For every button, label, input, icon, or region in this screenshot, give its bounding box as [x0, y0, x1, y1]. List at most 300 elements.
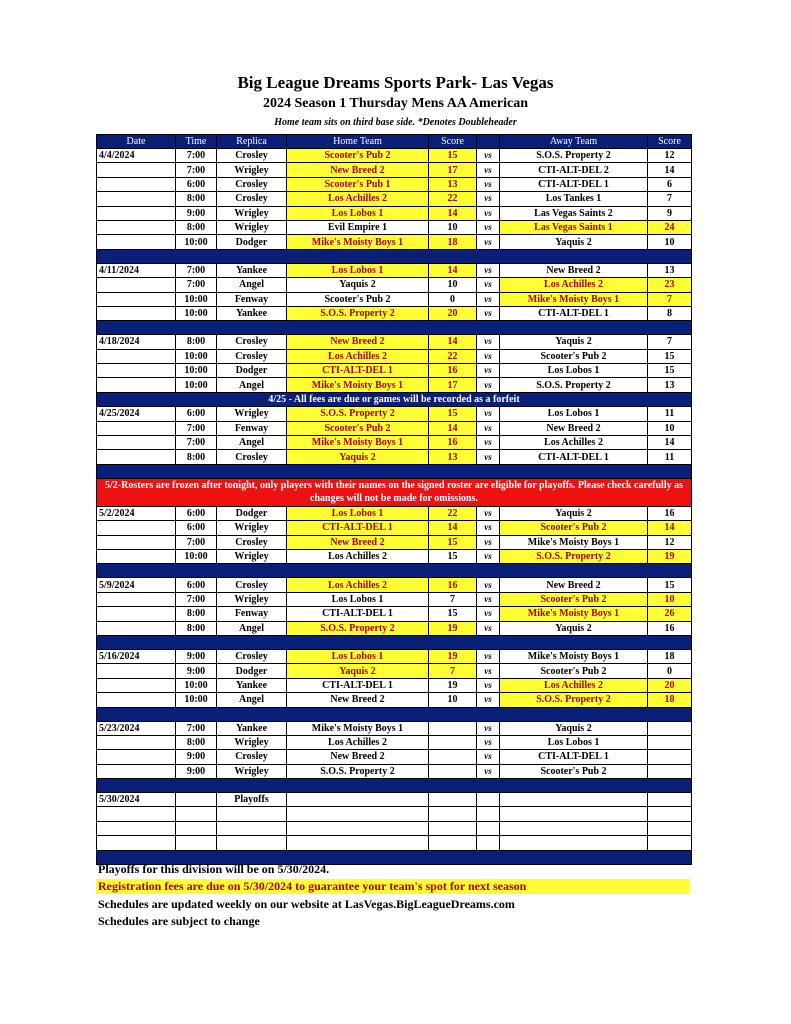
home-score-cell: 16 [429, 578, 477, 592]
vs-cell: vs [477, 292, 500, 306]
home-score-cell [429, 793, 477, 807]
home-team-cell [287, 821, 429, 835]
replica-cell: Wrigley [217, 735, 287, 749]
home-score-cell: 20 [429, 306, 477, 320]
vs-cell: vs [477, 649, 500, 663]
date-cell: 4/25/2024 [97, 407, 176, 421]
date-cell [97, 306, 176, 320]
away-score-cell [648, 735, 692, 749]
replica-cell: Wrigley [217, 764, 287, 778]
away-score-cell: 13 [648, 263, 692, 277]
date-cell [97, 807, 176, 821]
replica-cell: Fenway [217, 292, 287, 306]
away-team-cell: Los Lobos 1 [500, 407, 648, 421]
time-cell: 6:00 [176, 578, 217, 592]
date-cell [97, 378, 176, 392]
vs-cell: vs [477, 235, 500, 249]
replica-cell [217, 807, 287, 821]
vs-cell: vs [477, 206, 500, 220]
time-cell: 8:00 [176, 220, 217, 234]
date-cell [97, 177, 176, 191]
away-team-cell: Scooter's Pub 2 [500, 664, 648, 678]
away-score-cell: 18 [648, 693, 692, 707]
time-cell: 7:00 [176, 421, 217, 435]
away-team-cell: Yaquis 2 [500, 506, 648, 520]
table-row [97, 535, 692, 549]
date-cell [97, 349, 176, 363]
home-score-cell: 17 [429, 163, 477, 177]
away-score-cell: 7 [648, 292, 692, 306]
table-row [97, 192, 692, 206]
table-row [97, 349, 692, 363]
time-cell: 9:00 [176, 664, 217, 678]
home-team-cell: Los Achilles 2 [287, 578, 429, 592]
home-team-cell: Yaquis 2 [287, 450, 429, 464]
notice-text: 4/25 - All fees are due or games will be recorded as a forfeit [97, 392, 692, 406]
replica-cell: Wrigley [217, 592, 287, 606]
away-team-cell: Scooter's Pub 2 [500, 764, 648, 778]
date-cell [97, 693, 176, 707]
table-row [97, 235, 692, 249]
away-score-cell: 12 [648, 149, 692, 163]
home-team-cell: Scooter's Pub 2 [287, 149, 429, 163]
away-score-cell: 15 [648, 349, 692, 363]
time-cell: 7:00 [176, 149, 217, 163]
vs-cell: vs [477, 693, 500, 707]
replica-cell: Crosley [217, 192, 287, 206]
time-cell: 10:00 [176, 549, 217, 563]
home-score-cell [429, 821, 477, 835]
away-team-cell: New Breed 2 [500, 263, 648, 277]
date-cell [97, 750, 176, 764]
date-cell: 5/30/2024 [97, 793, 176, 807]
page-subtitle: 2024 Season 1 Thursday Mens AA American [263, 96, 528, 111]
footer-playoffs: Playoffs for this division will be on 5/30/2024. [98, 862, 330, 876]
time-cell: 8:00 [176, 450, 217, 464]
home-team-cell: Los Lobos 1 [287, 206, 429, 220]
away-score-cell: 11 [648, 407, 692, 421]
vs-cell: vs [477, 450, 500, 464]
home-score-cell: 22 [429, 506, 477, 520]
table-row [97, 177, 692, 191]
home-team-cell: Mike's Moisty Boys 1 [287, 721, 429, 735]
separator-cell [97, 564, 692, 578]
home-team-cell: Scooter's Pub 2 [287, 421, 429, 435]
home-score-cell: 16 [429, 436, 477, 450]
home-team-cell: Los Lobos 1 [287, 592, 429, 606]
vs-cell: vs [477, 421, 500, 435]
table-row [97, 807, 692, 821]
away-team-cell: Mike's Moisty Boys 1 [500, 535, 648, 549]
table-row [97, 436, 692, 450]
home-score-cell: 22 [429, 349, 477, 363]
table-row [97, 407, 692, 421]
replica-cell: Playoffs [217, 793, 287, 807]
col-header-replica: Replica [217, 135, 287, 149]
home-score-cell: 15 [429, 407, 477, 421]
home-team-cell: Los Lobos 1 [287, 506, 429, 520]
date-cell [97, 764, 176, 778]
roster-notice-row [97, 478, 692, 506]
replica-cell: Wrigley [217, 407, 287, 421]
vs-cell: vs [477, 607, 500, 621]
home-score-cell: 17 [429, 378, 477, 392]
date-cell: 5/2/2024 [97, 506, 176, 520]
time-cell: 8:00 [176, 621, 217, 635]
replica-cell: Wrigley [217, 206, 287, 220]
vs-cell: vs [477, 278, 500, 292]
time-cell: 10:00 [176, 693, 217, 707]
separator-cell [97, 635, 692, 649]
home-team-cell: S.O.S. Property 2 [287, 306, 429, 320]
time-cell: 8:00 [176, 607, 217, 621]
col-header-vs [477, 135, 500, 149]
separator-row [97, 635, 692, 649]
away-team-cell: Los Achilles 2 [500, 436, 648, 450]
away-team-cell: New Breed 2 [500, 421, 648, 435]
replica-cell: Fenway [217, 607, 287, 621]
replica-cell: Yankee [217, 721, 287, 735]
table-row [97, 721, 692, 735]
home-team-cell: New Breed 2 [287, 693, 429, 707]
date-cell [97, 235, 176, 249]
time-cell: 6:00 [176, 177, 217, 191]
away-team-cell [500, 807, 648, 821]
away-team-cell: Los Achilles 2 [500, 678, 648, 692]
time-cell: 7:00 [176, 592, 217, 606]
table-row [97, 278, 692, 292]
away-team-cell: Mike's Moisty Boys 1 [500, 292, 648, 306]
home-team-cell: S.O.S. Property 2 [287, 621, 429, 635]
time-cell: 10:00 [176, 235, 217, 249]
away-score-cell: 7 [648, 335, 692, 349]
table-row [97, 220, 692, 234]
date-cell [97, 735, 176, 749]
away-score-cell [648, 836, 692, 850]
date-cell [97, 292, 176, 306]
away-score-cell [648, 721, 692, 735]
vs-cell: vs [477, 335, 500, 349]
schedule-table [96, 134, 692, 865]
away-score-cell: 26 [648, 607, 692, 621]
home-score-cell [429, 836, 477, 850]
time-cell: 10:00 [176, 364, 217, 378]
away-team-cell: CTI-ALT-DEL 2 [500, 163, 648, 177]
away-score-cell: 19 [648, 549, 692, 563]
home-score-cell: 13 [429, 177, 477, 191]
away-score-cell: 8 [648, 306, 692, 320]
away-score-cell: 23 [648, 278, 692, 292]
time-cell: 6:00 [176, 506, 217, 520]
home-team-cell: New Breed 2 [287, 750, 429, 764]
time-cell: 7:00 [176, 263, 217, 277]
away-team-cell: Yaquis 2 [500, 621, 648, 635]
footer-registration: Registration fees are due on 5/30/2024 to guarantee your team's spot for next season [96, 879, 690, 894]
vs-cell: vs [477, 407, 500, 421]
table-row [97, 836, 692, 850]
time-cell: 10:00 [176, 306, 217, 320]
date-cell [97, 436, 176, 450]
table-row [97, 649, 692, 663]
time-cell: 8:00 [176, 192, 217, 206]
home-score-cell: 15 [429, 149, 477, 163]
home-score-cell: 14 [429, 335, 477, 349]
date-cell [97, 664, 176, 678]
away-team-cell: S.O.S. Property 2 [500, 693, 648, 707]
away-team-cell: S.O.S. Property 2 [500, 149, 648, 163]
away-score-cell: 10 [648, 421, 692, 435]
date-cell [97, 364, 176, 378]
away-team-cell: Yaquis 2 [500, 721, 648, 735]
date-cell [97, 421, 176, 435]
vs-cell: vs [477, 177, 500, 191]
time-cell: 7:00 [176, 436, 217, 450]
away-team-cell: CTI-ALT-DEL 1 [500, 177, 648, 191]
date-cell [97, 549, 176, 563]
fee-notice-row [97, 392, 692, 406]
home-score-cell [429, 735, 477, 749]
away-score-cell: 9 [648, 206, 692, 220]
home-score-cell: 10 [429, 693, 477, 707]
replica-cell: Wrigley [217, 521, 287, 535]
time-cell [176, 807, 217, 821]
time-cell: 10:00 [176, 292, 217, 306]
home-team-cell: Los Lobos 1 [287, 263, 429, 277]
vs-cell: vs [477, 163, 500, 177]
time-cell: 7:00 [176, 721, 217, 735]
vs-cell [477, 821, 500, 835]
vs-cell: vs [477, 721, 500, 735]
away-team-cell: Yaquis 2 [500, 235, 648, 249]
replica-cell: Crosley [217, 649, 287, 663]
table-row [97, 506, 692, 520]
vs-cell: vs [477, 306, 500, 320]
time-cell: 9:00 [176, 649, 217, 663]
page-title: Big League Dreams Sports Park- Las Vegas [237, 73, 554, 92]
time-cell: 6:00 [176, 521, 217, 535]
table-row [97, 549, 692, 563]
vs-cell: vs [477, 678, 500, 692]
table-row [97, 735, 692, 749]
replica-cell [217, 836, 287, 850]
away-team-cell [500, 821, 648, 835]
date-cell [97, 621, 176, 635]
table-row [97, 592, 692, 606]
home-score-cell: 14 [429, 421, 477, 435]
time-cell: 10:00 [176, 378, 217, 392]
vs-cell: vs [477, 578, 500, 592]
replica-cell: Dodger [217, 664, 287, 678]
away-score-cell [648, 821, 692, 835]
table-row [97, 306, 692, 320]
table-row [97, 450, 692, 464]
home-team-cell: Evil Empire 1 [287, 220, 429, 234]
time-cell [176, 793, 217, 807]
home-team-cell: CTI-ALT-DEL 1 [287, 521, 429, 535]
away-score-cell: 14 [648, 436, 692, 450]
table-row [97, 163, 692, 177]
vs-cell: vs [477, 349, 500, 363]
table-row [97, 607, 692, 621]
date-cell: 4/11/2024 [97, 263, 176, 277]
home-score-cell: 14 [429, 521, 477, 535]
home-team-cell: Los Achilles 2 [287, 349, 429, 363]
replica-cell: Dodger [217, 506, 287, 520]
away-score-cell: 16 [648, 506, 692, 520]
table-row [97, 421, 692, 435]
home-team-cell: Los Achilles 2 [287, 735, 429, 749]
home-score-cell: 14 [429, 206, 477, 220]
time-cell: 9:00 [176, 206, 217, 220]
date-cell [97, 821, 176, 835]
home-team-cell: Mike's Moisty Boys 1 [287, 436, 429, 450]
vs-cell: vs [477, 436, 500, 450]
replica-cell: Angel [217, 378, 287, 392]
separator-cell [97, 249, 692, 263]
away-score-cell: 13 [648, 378, 692, 392]
away-score-cell: 14 [648, 163, 692, 177]
home-score-cell [429, 764, 477, 778]
table-row [97, 378, 692, 392]
home-score-cell [429, 750, 477, 764]
table-row [97, 364, 692, 378]
replica-cell: Crosley [217, 177, 287, 191]
vs-cell: vs [477, 506, 500, 520]
away-team-cell: New Breed 2 [500, 578, 648, 592]
date-cell: 5/23/2024 [97, 721, 176, 735]
vs-cell: vs [477, 535, 500, 549]
home-score-cell: 19 [429, 678, 477, 692]
away-team-cell: Scooter's Pub 2 [500, 349, 648, 363]
home-team-cell: Scooter's Pub 1 [287, 177, 429, 191]
table-row [97, 693, 692, 707]
away-score-cell: 18 [648, 649, 692, 663]
date-cell [97, 836, 176, 850]
vs-cell: vs [477, 521, 500, 535]
notice-text: 5/2-Rosters are frozen after tonight, only players with their names on the signed roster are eligible for playoffs. Please check carefully as changes will not be made for omissions. [97, 478, 692, 506]
time-cell [176, 836, 217, 850]
away-score-cell: 24 [648, 220, 692, 234]
away-score-cell: 11 [648, 450, 692, 464]
vs-cell [477, 807, 500, 821]
away-score-cell: 10 [648, 592, 692, 606]
vs-cell [477, 793, 500, 807]
away-team-cell: Los Tankes 1 [500, 192, 648, 206]
vs-cell: vs [477, 592, 500, 606]
away-score-cell: 6 [648, 177, 692, 191]
home-score-cell: 16 [429, 364, 477, 378]
away-team-cell: Los Achilles 2 [500, 278, 648, 292]
time-cell: 7:00 [176, 535, 217, 549]
table-row [97, 793, 692, 807]
time-cell: 7:00 [176, 163, 217, 177]
away-score-cell [648, 750, 692, 764]
away-team-cell: Yaquis 2 [500, 335, 648, 349]
home-team-cell: New Breed 2 [287, 163, 429, 177]
home-team-cell: Yaquis 2 [287, 278, 429, 292]
home-score-cell: 22 [429, 192, 477, 206]
away-score-cell: 12 [648, 535, 692, 549]
away-score-cell: 0 [648, 664, 692, 678]
away-score-cell: 15 [648, 364, 692, 378]
footer-website: Schedules are updated weekly on our website at LasVegas.BigLeagueDreams.com [98, 897, 515, 911]
home-team-cell: S.O.S. Property 2 [287, 764, 429, 778]
separator-row [97, 249, 692, 263]
col-header-time: Time [176, 135, 217, 149]
separator-row [97, 321, 692, 335]
separator-row [97, 464, 692, 478]
table-row [97, 149, 692, 163]
home-team-cell: CTI-ALT-DEL 1 [287, 607, 429, 621]
table-row [97, 750, 692, 764]
home-score-cell: 19 [429, 649, 477, 663]
home-score-cell [429, 807, 477, 821]
schedule-note: Home team sits on third base side. *Denotes Doubleheader [274, 117, 517, 128]
date-cell [97, 450, 176, 464]
separator-cell [97, 779, 692, 793]
away-team-cell: Mike's Moisty Boys 1 [500, 607, 648, 621]
table-row [97, 664, 692, 678]
date-cell [97, 678, 176, 692]
time-cell: 8:00 [176, 335, 217, 349]
vs-cell: vs [477, 764, 500, 778]
date-cell [97, 607, 176, 621]
vs-cell: vs [477, 263, 500, 277]
replica-cell: Angel [217, 436, 287, 450]
home-score-cell: 7 [429, 592, 477, 606]
away-team-cell: Las Vegas Saints 2 [500, 206, 648, 220]
table-row [97, 292, 692, 306]
away-team-cell: Mike's Moisty Boys 1 [500, 649, 648, 663]
replica-cell: Yankee [217, 263, 287, 277]
vs-cell: vs [477, 149, 500, 163]
replica-cell: Fenway [217, 421, 287, 435]
date-cell: 5/9/2024 [97, 578, 176, 592]
home-team-cell: Los Lobos 1 [287, 649, 429, 663]
table-row [97, 263, 692, 277]
time-cell: 10:00 [176, 349, 217, 363]
away-team-cell: CTI-ALT-DEL 1 [500, 306, 648, 320]
home-team-cell: CTI-ALT-DEL 1 [287, 678, 429, 692]
replica-cell: Wrigley [217, 549, 287, 563]
col-header-away-score: Score [648, 135, 692, 149]
away-score-cell: 20 [648, 678, 692, 692]
schedule-body [97, 149, 692, 865]
table-row [97, 621, 692, 635]
separator-row [97, 707, 692, 721]
replica-cell: Dodger [217, 235, 287, 249]
vs-cell: vs [477, 750, 500, 764]
away-team-cell: S.O.S. Property 2 [500, 549, 648, 563]
separator-row [97, 779, 692, 793]
home-score-cell [429, 721, 477, 735]
time-cell: 8:00 [176, 735, 217, 749]
col-header-away-team: Away Team [500, 135, 648, 149]
date-cell [97, 521, 176, 535]
replica-cell: Crosley [217, 335, 287, 349]
home-score-cell: 0 [429, 292, 477, 306]
date-cell [97, 592, 176, 606]
time-cell: 9:00 [176, 764, 217, 778]
replica-cell: Angel [217, 278, 287, 292]
table-row [97, 521, 692, 535]
away-team-cell: S.O.S. Property 2 [500, 378, 648, 392]
vs-cell: vs [477, 664, 500, 678]
footer-disclaimer: Schedules are subject to change [98, 914, 260, 928]
replica-cell: Crosley [217, 349, 287, 363]
home-team-cell: Los Achilles 2 [287, 549, 429, 563]
home-score-cell: 10 [429, 220, 477, 234]
